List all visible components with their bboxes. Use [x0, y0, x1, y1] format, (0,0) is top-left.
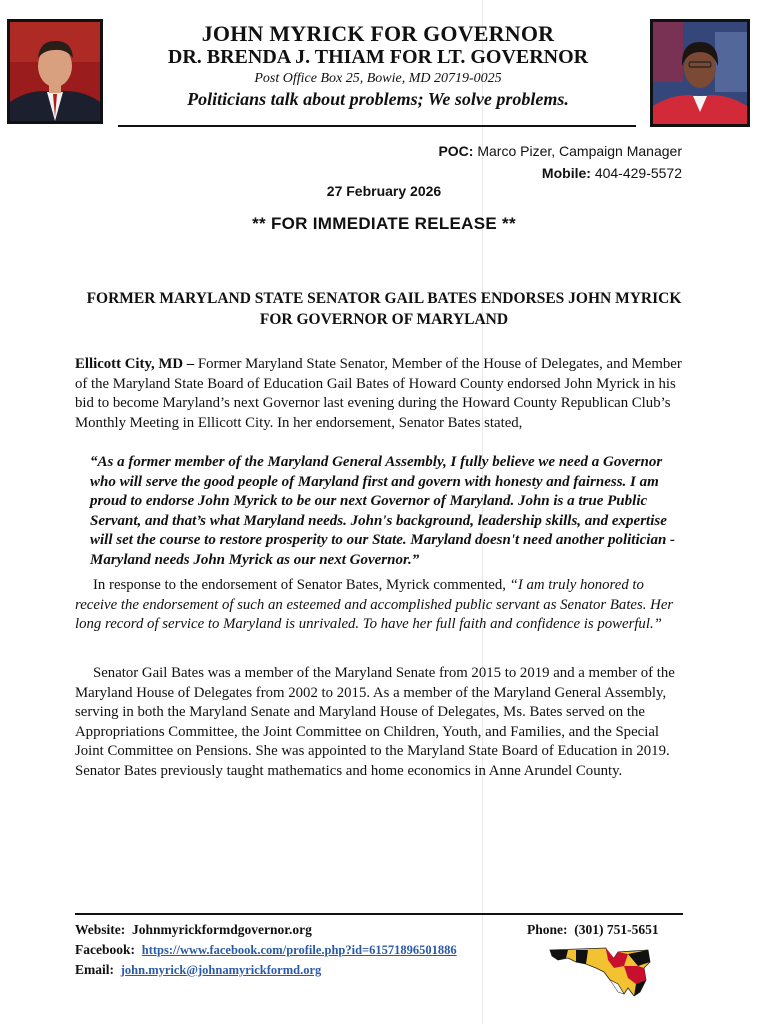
endorsement-quote: “As a former member of the Maryland General Assembly, I fully believe we need a Governor who will serve the good people of Maryland first and govern with honesty and fairness. I am proud to endorse John Myrick to be our next Governor of Maryland. John is a true Public Servant, and that’s what Maryland needs. John's background, leadership skills, and expertise will set the course to restore prosperity to our State. Maryland doesn't need another politician - Maryland needs John Myrick as our next Governor.” — [90, 454, 676, 568]
maryland-flag-map-icon — [548, 944, 658, 1000]
paragraph-response — [75, 576, 685, 635]
candidate-photo-brenda-thiam — [650, 19, 750, 127]
portrait-woman-icon — [653, 22, 747, 124]
phone-value: (301) 751-5651 — [574, 922, 659, 937]
email-line — [75, 960, 457, 981]
phone-label: Phone: — [527, 922, 568, 937]
portrait-man-icon — [10, 22, 100, 121]
footer-divider — [75, 913, 683, 915]
phone-line — [527, 920, 659, 940]
campaign-slogan: Politicians talk about problems; We solve problems. — [187, 89, 569, 109]
footer-contacts — [75, 920, 457, 981]
response-text: In response to the endorsement of Senator Bates, Myrick commented, — [93, 577, 510, 593]
header-divider — [118, 125, 636, 127]
facebook-link[interactable]: https://www.facebook.com/profile.php?id=61571896501886 — [141, 942, 457, 957]
mobile-label: Mobile: — [541, 165, 591, 181]
email-link[interactable]: john.myrick@johnamyrickformd.org — [120, 963, 322, 977]
release-date: 27 February 2026 — [326, 183, 442, 199]
intro-text: Former Maryland State Senator, Member of the House of Delegates, and Member of the Maryland State Board of Education Gail Bates of Howard County endorsed John Myrick in his bid to become Maryland’s next Governor last evening during the Howard County Republican Club’s Monthly Meeting in Ellicott City. In her endorsement, Senator Bates stated, — [75, 356, 682, 431]
mobile-value: 404-429-5572 — [594, 165, 682, 181]
campaign-title: JOHN MYRICK FOR GOVERNOR — [201, 21, 555, 46]
facebook-label: Facebook: — [75, 941, 135, 957]
paragraph-biography: Senator Gail Bates was a member of the Maryland Senate from 2015 to 2019 and a member of the Maryland House of Delegates from 2002 to 2015. As a member of the Maryland General Assembly, serving in both the Maryland Senate and Maryland House of Delegates, Ms. Bates served on the Appropriations Committee, the Joint Committee on Children, Youth, and Families, and the Special Joint Committee on Pensions. She was appointed to the Maryland State Board of Education in 2019. Senator Bates previously taught mathematics and home economics in Anne Arundel County. — [75, 665, 675, 779]
website-value[interactable]: Johnmyrickformdgovernor.org — [132, 922, 312, 937]
website-label: Website: — [75, 922, 126, 937]
email-label: Email: — [75, 962, 114, 977]
poc-value: Marco Pizer, Campaign Manager — [477, 143, 682, 159]
running-mate-title: DR. BRENDA J. THIAM FOR LT. GOVERNOR — [167, 46, 589, 68]
contact-block — [438, 140, 682, 184]
mailing-address: Post Office Box 25, Bowie, MD 20719-0025 — [254, 71, 502, 86]
release-banner: ** FOR IMMEDIATE RELEASE ** — [252, 214, 516, 233]
letterhead — [100, 22, 656, 110]
poc-line — [438, 140, 682, 162]
dateline: Ellicott City, MD – — [75, 356, 195, 372]
mobile-line — [438, 162, 682, 184]
paragraph-intro — [75, 355, 685, 433]
facebook-line — [75, 940, 457, 961]
candidate-photo-john-myrick — [7, 19, 103, 124]
website-line — [75, 920, 457, 940]
response-quote: “I am truly honored to receive the endorsement of such an esteemed and accomplished public servant as Senator Bates. Her long record of service to Maryland is unrivaled. To have her full faith and confidence is powerful.” — [75, 577, 674, 632]
poc-label: POC: — [438, 143, 474, 159]
press-headline: FORMER MARYLAND STATE SENATOR GAIL BATES ENDORSES JOHN MYRICK FOR GOVERNOR OF MARYLAND — [86, 290, 682, 328]
